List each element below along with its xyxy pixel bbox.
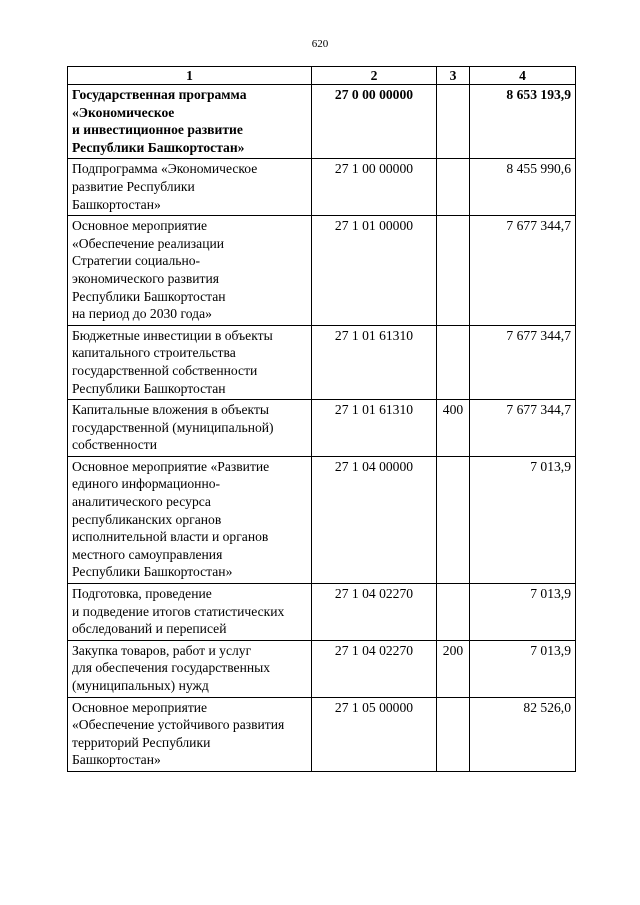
row-code-cell: 27 1 01 61310: [312, 325, 437, 399]
row-name-cell: Капитальные вложения в объекты государственной (муниципальной) собственности: [68, 400, 312, 457]
row-code-cell: 27 1 01 00000: [312, 216, 437, 326]
row-code-cell: 27 0 00 00000: [312, 85, 437, 159]
row-name-cell: Подпрограмма «Экономическое развитие Республики Башкортостан»: [68, 159, 312, 216]
row-expense-type-cell: [437, 216, 470, 326]
row-amount-cell: 7 677 344,7: [470, 400, 576, 457]
row-expense-type-cell: [437, 584, 470, 641]
column-header-1: 1: [68, 67, 312, 85]
table-row: [68, 325, 576, 399]
row-name-cell: Бюджетные инвестиции в объекты капитального строительства государственной собственности Республики Башкортостан: [68, 325, 312, 399]
row-code-cell: 27 1 04 02270: [312, 584, 437, 641]
table-body: [68, 85, 576, 772]
row-amount-cell: 7 677 344,7: [470, 325, 576, 399]
table-row: [68, 85, 576, 159]
row-expense-type-cell: [437, 159, 470, 216]
row-name-cell: Основное мероприятие «Развитие единого информационно- аналитического ресурса республиканских органов исполнительной власти и органов местного самоуправления Республики Башкортостан»: [68, 456, 312, 583]
table-row: [68, 159, 576, 216]
row-expense-type-cell: 400: [437, 400, 470, 457]
row-amount-cell: 82 526,0: [470, 697, 576, 771]
row-amount-cell: 7 677 344,7: [470, 216, 576, 326]
page-number: 620: [311, 38, 329, 50]
table-row: [68, 400, 576, 457]
row-expense-type-cell: 200: [437, 640, 470, 697]
row-amount-cell: 7 013,9: [470, 640, 576, 697]
column-header-2: 2: [312, 67, 437, 85]
table-row: [68, 216, 576, 326]
row-amount-cell: 8 455 990,6: [470, 159, 576, 216]
row-code-cell: 27 1 01 61310: [312, 400, 437, 457]
table-row: [68, 640, 576, 697]
row-name-cell: Государственная программа «Экономическое и инвестиционное развитие Республики Башкортостан»: [68, 85, 312, 159]
row-amount-cell: 8 653 193,9: [470, 85, 576, 159]
row-code-cell: 27 1 05 00000: [312, 697, 437, 771]
row-name-cell: Закупка товаров, работ и услуг для обеспечения государственных (муниципальных) нужд: [68, 640, 312, 697]
row-code-cell: 27 1 00 00000: [312, 159, 437, 216]
row-name-cell: Основное мероприятие «Обеспечение реализации Стратегии социально- экономического развития Республики Башкортостан на период до 2030 года»: [68, 216, 312, 326]
table-header-row: [68, 67, 576, 85]
table-row: [68, 697, 576, 771]
column-header-4: 4: [470, 67, 576, 85]
table-row: [68, 584, 576, 641]
row-expense-type-cell: [437, 325, 470, 399]
row-code-cell: 27 1 04 02270: [312, 640, 437, 697]
row-amount-cell: 7 013,9: [470, 456, 576, 583]
table-row: [68, 456, 576, 583]
row-amount-cell: 7 013,9: [470, 584, 576, 641]
row-expense-type-cell: [437, 456, 470, 583]
budget-table: [67, 66, 576, 772]
row-code-cell: 27 1 04 00000: [312, 456, 437, 583]
row-name-cell: Основное мероприятие «Обеспечение устойчивого развития территорий Республики Башкортостан»: [68, 697, 312, 771]
row-expense-type-cell: [437, 85, 470, 159]
row-expense-type-cell: [437, 697, 470, 771]
row-name-cell: Подготовка, проведение и подведение итогов статистических обследований и переписей: [68, 584, 312, 641]
column-header-3: 3: [437, 67, 470, 85]
